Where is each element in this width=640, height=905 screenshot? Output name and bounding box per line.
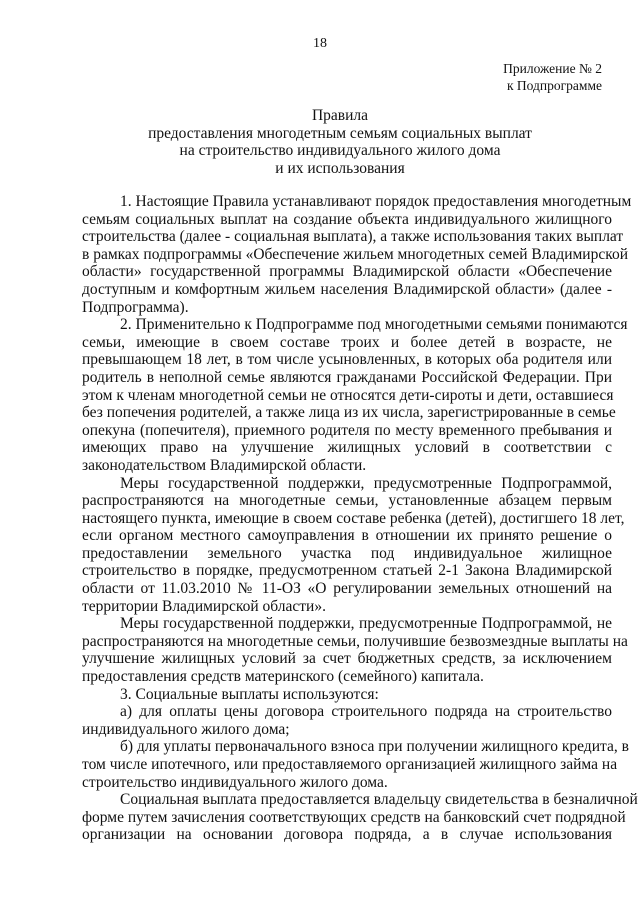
paragraph-line: улучшение жилищных условий за счет бюджетных средств, за исключением: [82, 650, 612, 668]
title-line-2: предоставления многодетным семьям социальных выплат: [148, 124, 532, 142]
paragraph-line: 2. Применительно к Подпрограмме под многодетными семьями понимаются: [120, 316, 628, 334]
paragraph-line: индивидуального жилого дома;: [82, 720, 290, 738]
paragraph-line: имеющих право на улучшение жилищных условий в соответствии с: [82, 439, 612, 457]
paragraph-line: Социальная выплата предоставляется владельцу свидетельства в безналичной: [120, 791, 638, 809]
paragraph-line: родитель в неполной семье являются гражданами Российской Федерации. При: [82, 368, 612, 386]
appendix-line-2: к Подпрограмме: [507, 78, 602, 93]
paragraph-line: территории Владимирской области».: [82, 597, 326, 615]
paragraph-line: том числе ипотечного, или предоставляемого организацией жилищного займа на: [82, 756, 618, 773]
paragraph-line: строительства (далее - социальная выплата), а также использования таких выплат: [82, 228, 624, 246]
paragraph-line: семьи, имеющие в своем составе троих и более детей в возрасте, не: [82, 333, 612, 351]
title-line-4: и их использования: [275, 159, 405, 177]
paragraph: [82, 193, 632, 316]
document-body: [82, 193, 638, 844]
paragraph: [82, 791, 638, 844]
paragraph-line: 3. Социальные выплаты используются:: [120, 685, 379, 703]
paragraph: [82, 316, 628, 474]
paragraph-line: Меры государственной поддержки, предусмотренные Подпрограммой, не: [120, 615, 612, 633]
paragraph-line: строительство в порядке, предусмотренном статьей 2-1 Закона Владимирской: [82, 562, 612, 580]
title-line-3: на строительство индивидуального жилого дома: [179, 142, 501, 159]
paragraph-line: доступным и комфортным жильем населения Владимирской области» (далее -: [82, 280, 612, 298]
paragraph-line: Меры государственной поддержки, предусмотренные Подпрограммой,: [120, 474, 612, 492]
paragraph-line: предоставлении земельного участка под индивидуальное жилищное: [82, 544, 612, 562]
appendix-label: [503, 60, 602, 94]
paragraph-line: настоящего пункта, имеющие в своем составе ребенка (детей), достигшего 18 лет,: [82, 509, 625, 527]
paragraph-line: Подпрограмма).: [82, 298, 189, 316]
paragraph-line: области от 11.03.2010 № 11-ОЗ «О регулировании земельных отношений на: [82, 580, 612, 598]
paragraph: [82, 703, 612, 738]
paragraph-line: 1. Настоящие Правила устанавливают порядок предоставления многодетным: [120, 193, 632, 210]
paragraph: [82, 686, 612, 704]
paragraph-line: распространяются на многодетные семьи, установленные абзацем первым: [82, 492, 612, 510]
paragraph-line: организации на основании договора подряда, а в случае использования: [82, 826, 612, 844]
paragraph-line: законодательством Владимирской области.: [82, 456, 367, 474]
paragraph-line: распространяются на многодетные семьи, получившие безвозмездные выплаты на: [82, 632, 628, 650]
paragraph-line: превышающем 18 лет, в том числе усыновленных, в которых оба родителя или: [82, 351, 612, 369]
document-title: [60, 107, 620, 177]
paragraph-line: если органом местного самоуправления в отношении их принято решение о: [82, 527, 612, 545]
paragraph-line: предоставления средств материнского (семейного) капитала.: [82, 668, 484, 686]
paragraph-line: без попечения родителей, а также лица из их числа, зарегистрированные в семье: [82, 404, 616, 422]
paragraph-line: области» государственной программы Владимирской области «Обеспечение: [82, 263, 612, 281]
paragraph-line: форме путем зачисления соответствующих средств на банковский счет подрядной: [82, 808, 626, 826]
appendix-line-1: Приложение № 2: [503, 61, 602, 76]
paragraph: [82, 615, 628, 686]
paragraph-line: строительство индивидуального жилого дома.: [82, 773, 388, 791]
paragraph: [82, 738, 629, 791]
paragraph-line: а) для оплаты цены договора строительного подряда на строительство: [120, 703, 612, 721]
paragraph-line: опекуна (попечителя), приемного родителя по месту временного пребывания и: [82, 421, 612, 439]
paragraph-line: в рамках подпрограммы «Обеспечение жильем многодетных семей Владимирской: [82, 245, 629, 263]
title-line-1: Правила: [311, 107, 369, 124]
paragraph-line: семьям социальных выплат на создание объекта индивидуального жилищного: [82, 210, 612, 228]
paragraph-line: этом к членам многодетной семьи не относятся дети-сироты и дети, оставшиеся: [82, 386, 614, 404]
paragraph: [82, 474, 625, 616]
page-number: 18: [313, 36, 327, 51]
paragraph-line: б) для уплаты первоначального взноса при получении жилищного кредита, в: [120, 738, 629, 756]
